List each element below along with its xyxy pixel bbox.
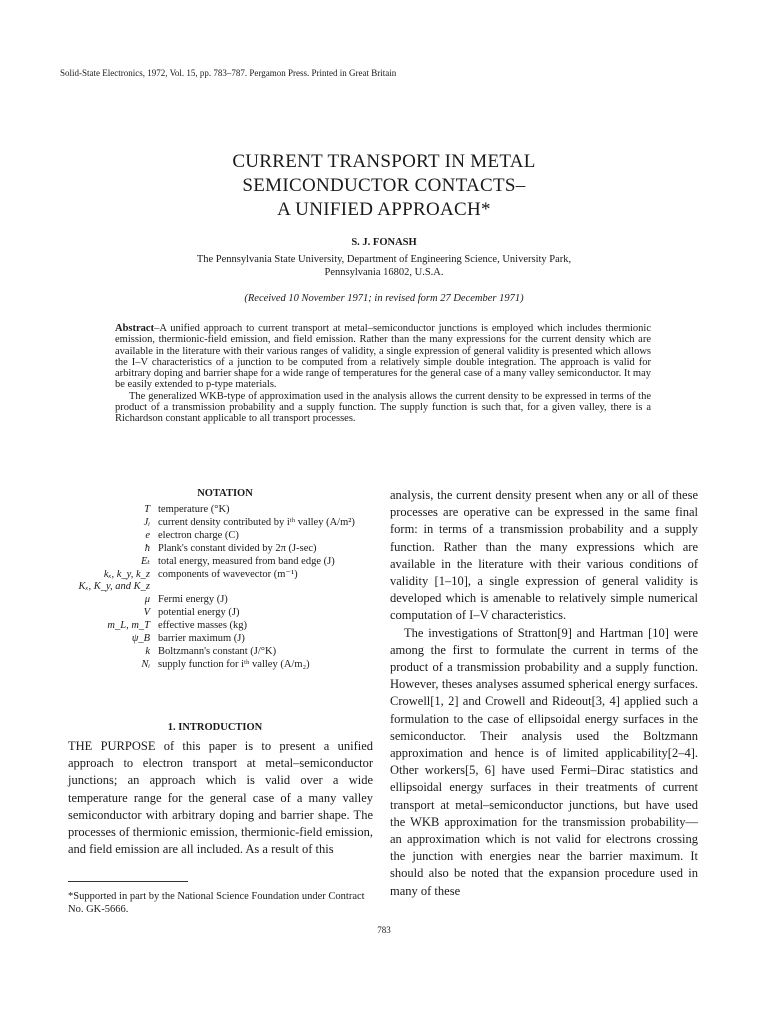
- notation-definition: Plank's constant divided by 2π (J-sec): [158, 542, 317, 554]
- notation-heading: NOTATION: [197, 488, 253, 499]
- notation-item: [60, 556, 370, 569]
- notation-item: [60, 569, 370, 582]
- footnote: *Supported in part by the National Science Foundation under Contract No. GK-5666.: [68, 891, 365, 915]
- right-column-text: [390, 487, 698, 900]
- notation-item: [60, 517, 370, 530]
- notation-definition: [158, 581, 370, 594]
- notation-item: [60, 607, 370, 620]
- body-paragraph: The investigations of Stratton[9] and Hartman [10] were among the first to formulate the current in terms of the product of a transmission probability and a supply function. However, theses analyses assumed spherical energy surfaces. Crowell[1, 2] and Crowell and Rideout[3, 4] applied such a formulation to the case of ellipsoidal energy surfaces in the semiconductor. Their analysis used the Boltzmann approximation and hence is of limited applicability[2–4]. Other workers[5, 6] have used Fermi–Dirac statistics and ellipsoidal energy surfaces in their treatments of current transport at metal–semiconductor junctions, but have used the WKB approximation for the transmission probability—an approximation which is not valid for electrons crossing the junction with energies near the barrier maximum. It should also be noted that the expansion procedure used in many of these: [390, 625, 698, 898]
- notation-symbol: ħ: [144, 542, 150, 554]
- notation-item: [60, 620, 370, 633]
- paper-title: [0, 150, 768, 222]
- notation-definition: supply function for iᵗʰ valley (A/m₂): [158, 658, 310, 670]
- intro-body: of this paper is to present a unified approach to electron transport at metal–semiconductor junctions; an approach which is valid over a wide temperature range for the general case of a many valley semiconductor with arbitrary doping and barrier shape. The processes of thermionic emission, thermionic-field emission, and field emission are all included. As a result of this: [68, 739, 374, 857]
- notation-item: [60, 581, 370, 594]
- notation-symbol: kₓ, k_y, k_z: [103, 568, 150, 580]
- footnote-rule: [68, 881, 188, 882]
- title-line: A UNIFIED APPROACH*: [277, 199, 491, 220]
- notation-definition: temperature (°K): [158, 504, 230, 515]
- affiliation-line: Pennsylvania 16802, U.S.A.: [324, 267, 444, 278]
- notation-item: [60, 543, 370, 556]
- abstract-text: –A unified approach to current transport at metal–semiconductor junctions is employed which includes thermionic emission, thermionic-field emission, and field emission. Rather than the many expressions for the current density which are available in the literature with their various ranges of validity, a single expression of general validity is presented which allows the I–V characteristics of a junction to be computed from a relatively simple double integration. The approach is valid for arbitrary doping and barrier shape for a wide range of temperatures for the general case of a many valley semiconductor. It may be easily extended to p-type materials.: [115, 323, 651, 391]
- abstract-paragraph: [115, 323, 651, 391]
- notation-item: [60, 504, 370, 517]
- notation-symbol: k: [145, 645, 150, 657]
- notation-symbol: Jᵢ: [143, 516, 150, 528]
- notation-symbol: Kₓ, K_y, and K_z: [78, 581, 150, 593]
- notation-definition: barrier maximum (J): [158, 633, 245, 645]
- affiliation: [130, 253, 638, 279]
- notation-definition: electron charge (C): [158, 529, 239, 541]
- notation-symbol: Eₜ: [140, 555, 150, 567]
- notation-symbol: e: [145, 529, 150, 541]
- intro-lead: THE PURPOSE: [68, 739, 156, 753]
- notation-definition: total energy, measured from band edge (J): [158, 555, 335, 567]
- introduction-text: [68, 738, 373, 858]
- intro-paragraph: [68, 738, 373, 858]
- received-date: (Received 10 November 1971; in revised form 27 December 1971): [244, 293, 524, 304]
- author-name: S. J. FONASH: [351, 237, 417, 248]
- title-line: SEMICONDUCTOR CONTACTS–: [242, 175, 526, 196]
- abstract-label: Abstract: [115, 323, 155, 334]
- notation-symbol: m_L, m_T: [107, 620, 150, 632]
- notation-symbol: V: [143, 607, 150, 619]
- notation-definition: effective masses (kg): [158, 620, 248, 632]
- notation-symbol: ψ_B: [131, 633, 150, 645]
- section-heading: 1. INTRODUCTION: [167, 722, 263, 733]
- notation-symbol: T: [144, 504, 150, 515]
- abstract-paragraph: The generalized WKB-type of approximation used in the analysis allows the current density to be expressed in terms of the product of a transmission probability and a supply function. The supply function is such that, for a given valley, there is a Richardson constant applicable to all transport processes.: [115, 390, 651, 425]
- journal-citation: Solid-State Electronics, 1972, Vol. 15, pp. 783–787. Pergamon Press. Printed in Great Britain: [60, 68, 397, 78]
- notation-item: [60, 530, 370, 543]
- notation-definition: Boltzmann's constant (J/°K): [158, 645, 277, 657]
- notation-item: [60, 594, 370, 607]
- notation-definition: current density contributed by iᵗʰ valley (A/m²): [158, 516, 355, 528]
- notation-item: [60, 659, 370, 672]
- body-paragraph: analysis, the current density present when any or all of these processes are operative can be expressed in the same final form: in terms of a transmission probability and a supply function. Rather than the many expressions which are available in the literature with their various conditions of validity [1–10], a single expression of general validity is developed which is amenable to relatively simple numerical computation of I–V characteristics.: [390, 488, 698, 623]
- page-number: 783: [377, 925, 391, 935]
- notation-symbol: μ: [144, 594, 150, 606]
- notation-definition: Fermi energy (J): [158, 594, 228, 606]
- title-line: CURRENT TRANSPORT IN METAL: [232, 151, 536, 172]
- abstract: [115, 323, 651, 425]
- notation-item: [60, 633, 370, 646]
- notation-definition: components of wavevector (m⁻¹): [158, 568, 298, 580]
- notation-list: [60, 504, 370, 672]
- notation-item: [60, 646, 370, 659]
- notation-symbol: Nᵢ: [141, 658, 150, 670]
- affiliation-line: The Pennsylvania State University, Department of Engineering Science, University Park,: [196, 254, 572, 265]
- notation-definition: potential energy (J): [158, 607, 240, 619]
